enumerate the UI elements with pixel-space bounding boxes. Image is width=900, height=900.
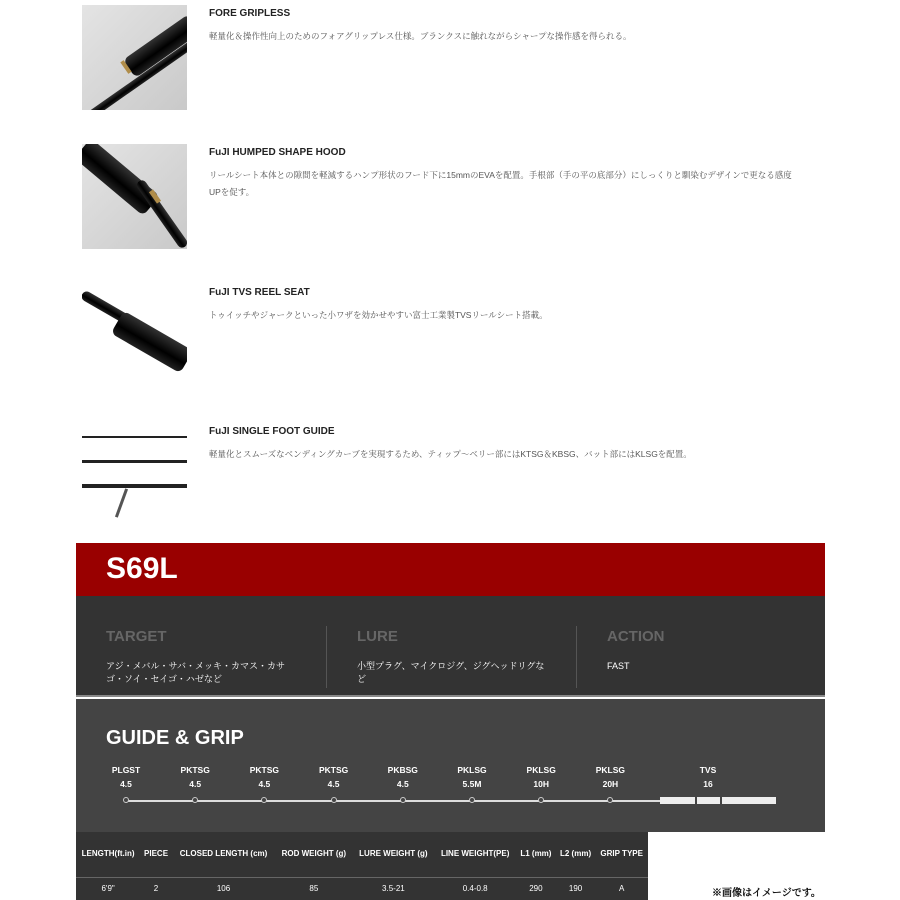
spec-panel [76,596,825,697]
lure-value: 小型プラグ、マイクロジグ、ジグヘッドリグなど [357,661,545,684]
feature-title: FuJI TVS REEL SEAT [209,287,310,298]
table-cell: 106 [216,884,231,894]
table-header: LINE WEIGHT(PE) [434,832,516,877]
guide-title: GUIDE & GRIP [106,727,244,749]
guide-label [234,763,294,791]
guide-name: PKTSG [249,765,280,775]
table-header: LENGTH(ft.in) [76,832,140,877]
guide-label [96,763,156,791]
single-foot-guide-image [82,424,187,529]
guide-size: 4.5 [189,779,202,789]
feature-desc: 軽量化＆操作性向上のためのフォアグリップレス仕様。ブランクスに触れながらシャープな操作感を得られる。 [209,31,632,41]
table-header: L2 (mm) [556,832,596,877]
feature-title: FuJI HUMPED SHAPE HOOD [209,147,346,158]
model-name: S69L [106,552,178,585]
action-value: FAST [607,661,630,671]
image-note: ※画像はイメージです。 [712,888,821,899]
guide-dot [331,797,337,803]
feature-desc: トゥイッチやジャークといった小ワザを効かせやすい富士工業製TVSリールシート搭載。 [209,310,548,320]
target-label: TARGET [106,628,167,645]
guide-label [373,763,433,791]
guide-dot [538,797,544,803]
guide-name: PKBSG [387,765,418,775]
guide-size: 20H [602,779,619,789]
table-cell: 190 [568,884,583,894]
action-column [576,626,826,688]
target-value: アジ・メバル・サバ・メッキ・カマス・カサゴ・ソイ・セイゴ・ハゼなど [106,661,286,684]
table-cell: 2 [153,884,159,894]
guide-name: PKLSG [595,765,626,775]
target-column [76,626,326,688]
feature-title: FuJI SINGLE FOOT GUIDE [209,426,335,437]
table-header: CLOSED LENGTH (cm) [172,832,275,877]
table-header: GRIP TYPE [595,832,648,877]
guide-dot [261,797,267,803]
guide-size: 4.5 [120,779,132,789]
guide-name: PKLSG [526,765,556,775]
guide-size: 4.5 [396,779,409,789]
guide-size: 4.5 [258,779,271,789]
guide-line [126,800,661,802]
guide-dot [469,797,475,803]
action-label: ACTION [607,628,665,645]
table-cell: 0.4-0.8 [462,884,488,894]
guide-size: 10H [533,779,549,789]
guide-name: PKTSG [318,765,349,775]
seat-size: 16 [703,779,713,789]
table-cell: 3.5-21 [382,884,405,894]
table-cell: 6'9" [101,884,115,894]
feature-desc: リールシート本体との隙間を軽減するハンプ形状のフード下に15mmのEVAを配置。手根部（手の平の底部分）にしっくりと馴染むデザインで更なる感度UPを促す。 [209,170,792,197]
table-header: L1 (mm) [516,832,556,877]
guide-size: 5.5M [462,779,482,789]
guide-dot [400,797,406,803]
guide-name: PLGST [111,765,141,775]
guide-size: 4.5 [327,779,340,789]
guide-dot [607,797,613,803]
guide-label [304,763,364,791]
table-header: PIECE [140,832,172,877]
humped-hood-image [82,144,187,249]
table-cell: 290 [529,884,543,894]
reel-seat-segment [697,797,720,804]
guide-dot [192,797,198,803]
guide-name: PKLSG [457,765,487,775]
rear-grip-segment [722,797,776,804]
guide-label [580,763,640,791]
feature-desc: 軽量化とスムーズなベンディングカーブを実現するため、ティップ〜ベリー部にはKTSG＆KBSG、バット部にはKLSGを配置。 [209,449,692,459]
table-cell: A [619,884,625,894]
reel-seat-label [678,763,738,791]
seat-name: TVS [699,765,717,775]
table-cell: 85 [309,884,319,894]
table-header: LURE WEIGHT (g) [352,832,434,877]
guide-label [511,763,571,791]
fore-gripless-image [82,5,187,110]
guide-label [442,763,502,791]
guide-dot [123,797,129,803]
guide-label [165,763,225,791]
grip-segment [660,797,695,804]
guide-grip-panel [76,699,825,832]
lure-label: LURE [357,628,398,645]
reel-seat-image [82,284,187,389]
guide-name: PKTSG [180,765,210,775]
lure-column [326,626,576,688]
spec-table [76,832,648,900]
model-banner [76,543,825,596]
table-header: ROD WEIGHT (g) [275,832,352,877]
feature-title: FORE GRIPLESS [209,8,291,19]
